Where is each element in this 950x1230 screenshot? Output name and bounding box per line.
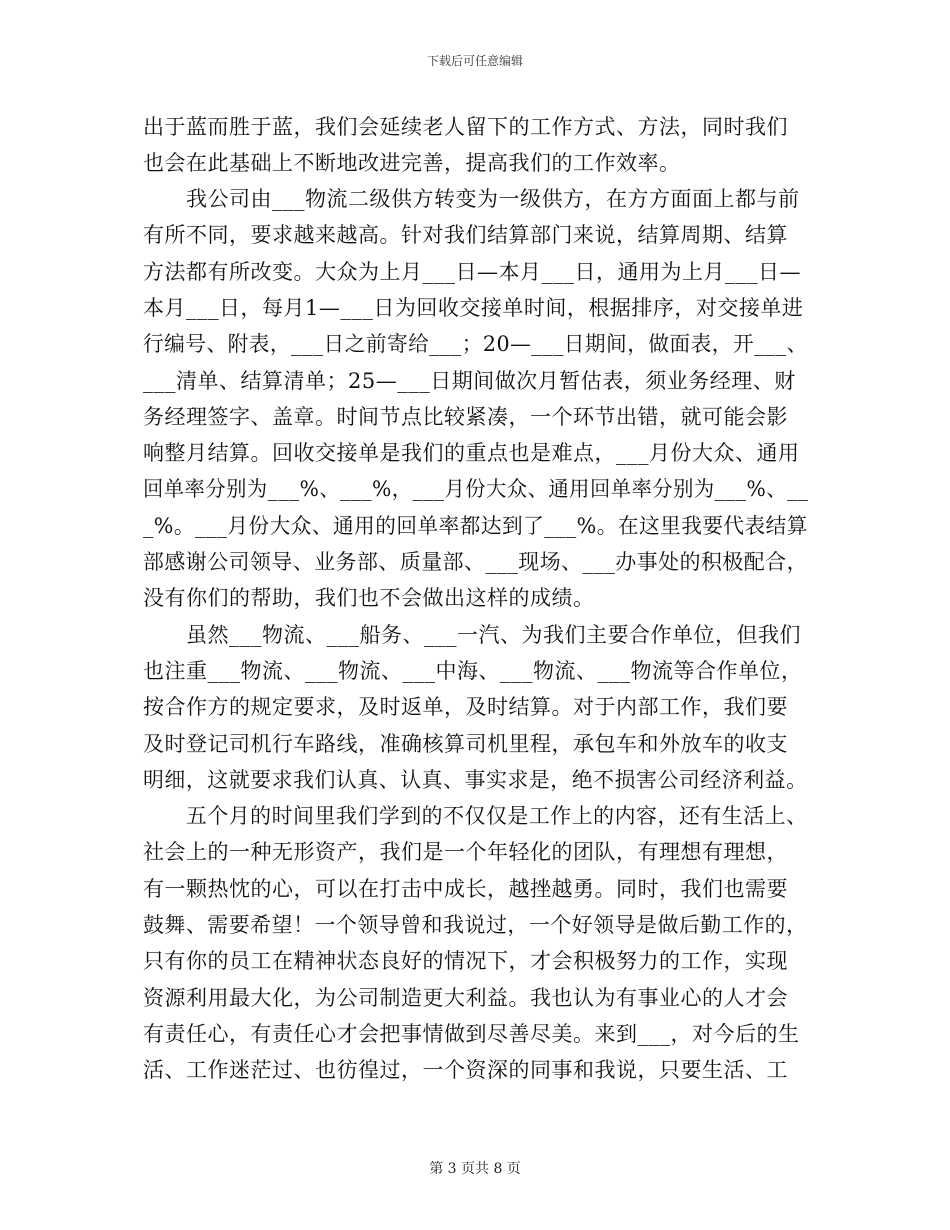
text-line: 五个月的时间里我们学到的不仅仅是工作上的内容，还有生活上、 bbox=[143, 804, 808, 828]
text-line: 明细，这就要求我们认真、认真、事实求是，绝不损害公司经济利益。 bbox=[143, 768, 808, 792]
text-line: 务经理签字、盖章。时间节点比较紧凑，一个环节出错，就可能会影 bbox=[143, 405, 788, 429]
text-line: 方法都有所改变。大众为上月___日—本月___日，通用为上月___日— bbox=[143, 260, 801, 284]
text-line: 也注重___物流、___物流、___中海、___物流、___物流等合作单位， bbox=[143, 659, 803, 683]
text-line: 活、工作迷茫过、也彷徨过，一个资深的同事和我说，只要生活、工 bbox=[143, 1058, 788, 1082]
text-line: 只有你的员工在精神状态良好的情况下，才会积极努力的工作，实现 bbox=[143, 949, 788, 973]
text-line: 有责任心，有责任心才会把事情做到尽善尽美。来到___，对今后的生 bbox=[143, 1022, 800, 1046]
text-line: 鼓舞、需要希望！一个领导曾和我说过，一个好领导是做后勤工作的， bbox=[143, 913, 808, 937]
text-line: 行编号、附表，___日之前寄给___；20—___日期间，做面表，开___、 bbox=[143, 332, 808, 356]
text-line: 我公司由___物流二级供方转变为一级供方，在方方面面上都与前 bbox=[143, 187, 800, 211]
text-line: 回单率分别为___%、___%，___月份大众、通用回单率分别为___%、__ bbox=[143, 477, 809, 501]
page-header: 下载后可任意编辑 bbox=[426, 54, 523, 68]
text-line: ___清单、结算清单；25—___日期间做次月暂估表，须业务经理、财 bbox=[143, 369, 796, 393]
text-line: 社会上的一种无形资产，我们是一个年轻化的团队，有理想有理想， bbox=[143, 840, 788, 864]
page-footer: 第 3 页共 8 页 bbox=[429, 1161, 521, 1177]
text-line: 部感谢公司领导、业务部、质量部、___现场、___办事处的积极配合， bbox=[143, 550, 808, 574]
text-line: 资源利用最大化，为公司制造更大利益。我也认为有事业心的人才会 bbox=[143, 986, 788, 1010]
text-line: 有一颗热忱的心，可以在打击中成长，越挫越勇。同时，我们也需要 bbox=[143, 877, 788, 901]
text-line: 出于蓝而胜于蓝，我们会延续老人留下的工作方式、方法，同时我们 bbox=[143, 115, 788, 139]
text-line: 响整月结算。回收交接单是我们的重点也是难点，___月份大众、通用 bbox=[143, 441, 800, 465]
text-line: 按合作方的规定要求，及时返单，及时结算。对于内部工作，我们要 bbox=[143, 695, 788, 719]
text-line: 也会在此基础上不断地改进完善，提高我们的工作效率。 bbox=[143, 151, 681, 175]
text-line: 及时登记司机行车路线，准确核算司机里程，承包车和外放车的收支 bbox=[143, 732, 788, 756]
text-line: _%。___月份大众、通用的回单率都达到了___%。在这里我要代表结算 bbox=[143, 514, 808, 538]
text-line: 本月___日，每月1—___日为回收交接单时间，根据排序，对交接单进 bbox=[143, 296, 804, 320]
text-line: 虽然___物流、___船务、___一汽、为我们主要合作单位，但我们 bbox=[143, 623, 801, 647]
text-line: 没有你们的帮助，我们也不会做出这样的成绩。 bbox=[143, 586, 595, 610]
text-line: 有所不同，要求越来越高。针对我们结算部门来说，结算周期、结算 bbox=[143, 223, 788, 247]
